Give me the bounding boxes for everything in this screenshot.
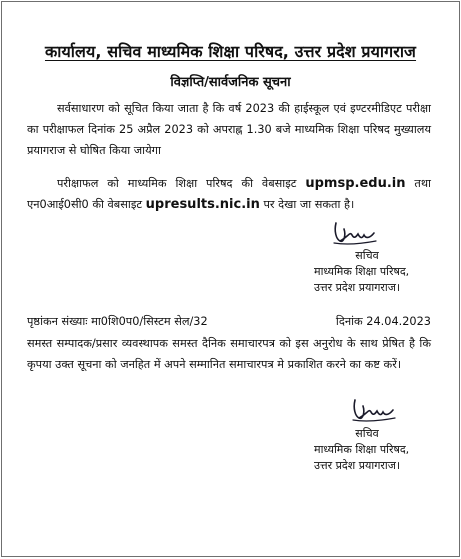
reference-number: पृष्ठांकन संख्याः मा0शि0प0/सिस्टम सेल/32 (27, 315, 208, 328)
signatory-location: उत्तर प्रदेश प्रयागराज। (314, 281, 401, 294)
website-upresults: upresults.nic.in (145, 197, 260, 212)
website-text-1: परीक्षाफल को माध्यमिक शिक्षा परिषद की वेबसाइट (57, 177, 306, 190)
signatory-designation: सचिव (355, 427, 379, 440)
dispatch-date: दिनांक 24.04.2023 (335, 315, 431, 328)
signature-block-2 (314, 426, 434, 474)
signature-block-1 (314, 248, 434, 296)
website-text-3: पर देखा जा सकता है। (259, 198, 355, 211)
signatory-designation: सचिव (355, 249, 379, 262)
signature-scribble-icon (349, 394, 401, 424)
signatory-office: माध्यमिक शिक्षा परिषद, (314, 443, 410, 456)
notice-subtitle: विज्ञप्ति/सार्वजनिक सूचना (170, 75, 291, 90)
notice-document (1, 1, 460, 557)
website-upmsp: upmsp.edu.in (305, 176, 406, 191)
website-paragraph (27, 173, 431, 215)
signature-scribble-icon (330, 217, 382, 247)
announcement-paragraph: सर्वसाधारण को सूचित किया जाता है कि वर्ष 2023 की हाईस्कूल एवं इण्टरमीडिएट परीक्षा का परीक्षाफल दिनांक 25 अप्रैल 2023 को अपराह्न 1.30 बजे माध्यमिक शिक्षा परिषद मुख्यालय प्रयागराज से घोषित किया जायेगा (27, 102, 431, 157)
signatory-office: माध्यमिक शिक्षा परिषद, (314, 265, 410, 278)
office-title: कार्यालय, सचिव माध्यमिक शिक्षा परिषद, उत्तर प्रदेश प्रयागराज (44, 42, 417, 61)
signatory-location: उत्तर प्रदेश प्रयागराज। (314, 459, 401, 472)
dispatch-paragraph: समस्त सम्पादक/प्रसार व्यवस्थापक समस्त दैनिक समाचारपत्र को इस अनुरोध के साथ प्रेषित है कि कृपया उक्त सूचना को जनहित में अपने सम्मानित समाचारपत्र मे प्रकाशित करने का कष्ट करें। (27, 337, 431, 371)
website-text-2: तथा एन0आई0सी0 की वेबसाइट (27, 177, 431, 211)
